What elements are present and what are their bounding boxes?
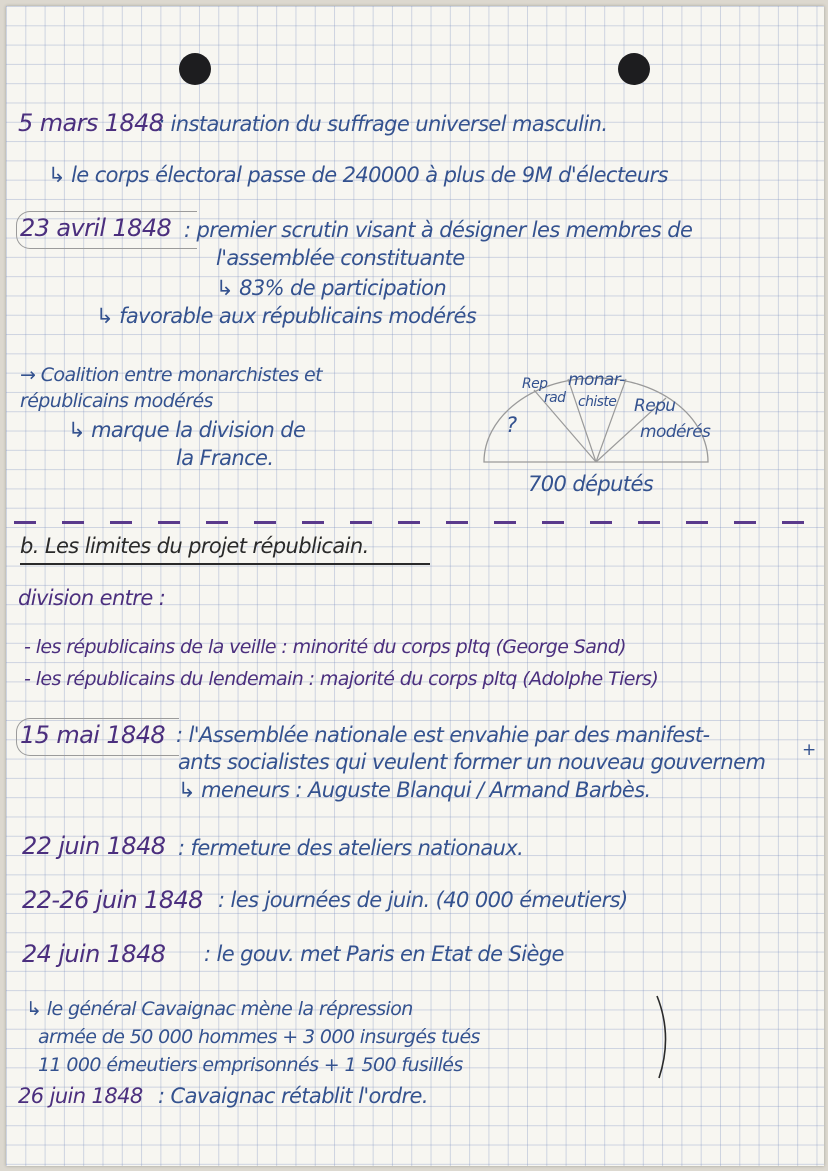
assembly-label-repu: Repu	[634, 396, 676, 416]
separator-dash	[206, 521, 228, 524]
date-5-mars-1848: 5 mars 1848	[18, 109, 164, 137]
section-b-heading-underline	[20, 563, 430, 565]
assembly-label-rad: rad	[544, 390, 566, 406]
curly-brace-mark	[651, 992, 681, 1082]
separator-dash	[254, 521, 276, 524]
separator-dash	[446, 521, 468, 524]
separator-dash	[350, 521, 372, 524]
separator-dash	[158, 521, 180, 524]
note-gouvernement-plus: +	[802, 740, 816, 760]
separator-dash	[734, 521, 756, 524]
note-republicains-lendemain: - les républicains du lendemain : majorité du corps pltq (Adolphe Tiers)	[24, 668, 659, 690]
notebook-page	[6, 6, 824, 1166]
separator-dash	[398, 521, 420, 524]
separator-dash	[494, 521, 516, 524]
separator-dash	[110, 521, 132, 524]
section-b-heading: b. Les limites du projet républicain.	[20, 534, 369, 558]
date-24-juin-1848: 24 juin 1848	[22, 940, 166, 968]
note-coalition-line3: ↳ marque la division de	[68, 418, 306, 442]
assembly-label-monar: monar-	[568, 370, 625, 390]
assembly-caption: 700 députés	[528, 472, 654, 496]
note-armee-insurges: armée de 50 000 hommes + 3 000 insurgés tués	[38, 1026, 480, 1048]
note-favorable-moderes: ↳ favorable aux républicains modérés	[96, 304, 477, 328]
separator-dash	[302, 521, 324, 524]
note-corps-electoral: ↳ le corps électoral passe de 240000 à plus de 9M d'électeurs	[48, 163, 668, 187]
note-meneurs: ↳ meneurs : Auguste Blanqui / Armand Barbès.	[178, 778, 651, 802]
note-manifestants-socialistes: ants socialistes qui veulent former un nouveau gouvernem	[178, 750, 766, 774]
date-26-juin-1848: 26 juin 1848	[18, 1084, 143, 1108]
note-republicains-veille: - les républicains de la veille : minorité du corps pltq (George Sand)	[24, 636, 626, 658]
note-division-entre: division entre :	[18, 586, 166, 610]
separator-dash	[590, 521, 612, 524]
assembly-chart-divider-3	[596, 379, 626, 462]
date-15-mai-1848: 15 mai 1848	[20, 721, 166, 749]
assembly-label-unknown: ?	[506, 413, 517, 437]
note-participation: ↳ 83% de participation	[216, 276, 447, 300]
note-cavaignac-repression: ↳ le général Cavaignac mène la répression	[26, 998, 413, 1020]
date-22-26-juin-1848: 22-26 juin 1848	[22, 886, 203, 914]
note-etat-de-siege: : le gouv. met Paris en Etat de Siège	[204, 942, 564, 966]
assembly-label-rep: Rep	[522, 376, 548, 392]
assembly-label-chiste: chiste	[578, 394, 617, 410]
separator-dash	[638, 521, 660, 524]
separator-dash	[782, 521, 804, 524]
note-coalition-line1: → Coalition entre monarchistes et	[20, 364, 322, 386]
assembly-label-moderes: modérés	[640, 422, 711, 442]
note-coalition-line4: la France.	[176, 446, 274, 470]
separator-dash	[62, 521, 84, 524]
assembly-chart-divider-2	[568, 379, 596, 462]
punch-hole-right	[618, 53, 650, 85]
punch-hole-left	[179, 53, 211, 85]
date-22-juin-1848: 22 juin 1848	[22, 832, 166, 860]
note-fermeture-ateliers: : fermeture des ateliers nationaux.	[178, 836, 524, 860]
assembly-chart-arc	[484, 378, 711, 462]
note-emprisonnes-fusilles: 11 000 émeutiers emprisonnés + 1 500 fusillés	[38, 1054, 463, 1076]
note-coalition-line2: républicains modérés	[20, 390, 213, 412]
note-premier-scrutin: : premier scrutin visant à désigner les membres de	[184, 218, 693, 242]
separator-dash	[14, 521, 36, 524]
note-assemblee-envahie: : l'Assemblée nationale est envahie par des manifest-	[176, 723, 710, 747]
note-assemblee-constituante: l'assemblée constituante	[216, 246, 465, 270]
date-23-avril-1848: 23 avril 1848	[20, 214, 172, 242]
separator-dash	[686, 521, 708, 524]
note-retablit-ordre: : Cavaignac rétablit l'ordre.	[158, 1084, 428, 1108]
note-suffrage-universel: : instauration du suffrage universel masculin.	[158, 112, 608, 136]
note-journees-de-juin: : les journées de juin. (40 000 émeutiers)	[218, 888, 628, 912]
separator-dash	[542, 521, 564, 524]
